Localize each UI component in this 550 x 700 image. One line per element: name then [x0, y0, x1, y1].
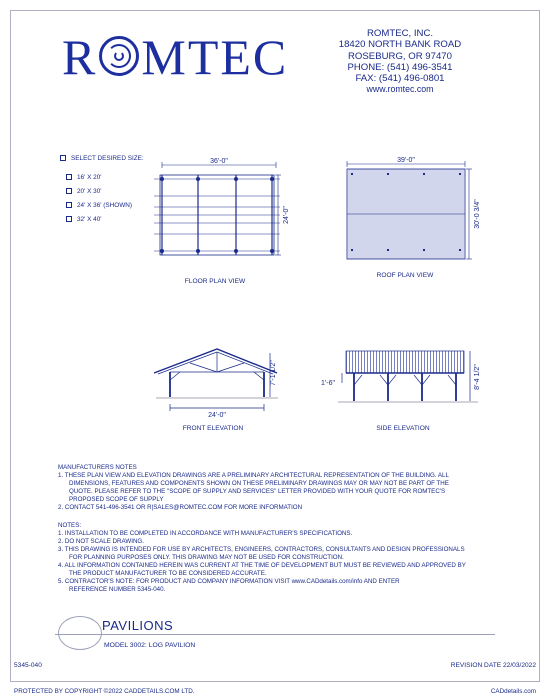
- roof-plan-width-dimension: 39'-0": [397, 157, 415, 164]
- company-address-line1: 18420 NORTH BANK ROAD: [338, 39, 462, 51]
- general-note-line: THE PRODUCT MANUFACTURER TO BE CONSIDERED ACCURATE.: [69, 570, 267, 578]
- manufacturer-notes-heading: MANUFACTURERS NOTES: [58, 464, 137, 471]
- company-address-line2: ROSEBURG, OR 97470: [348, 50, 452, 62]
- general-note-line: 1. INSTALLATION TO BE COMPLETED IN ACCORDANCE WITH MANUFACTURER'S SPECIFICATIONS.: [58, 530, 353, 538]
- floor-plan-drawing: [150, 155, 300, 270]
- drawing-title: PAVILIONS: [102, 618, 174, 633]
- roof-plan-caption: ROOF PLAN VIEW: [376, 272, 434, 279]
- roof-plan-drawing: [338, 155, 488, 270]
- general-note-line: 2. DO NOT SCALE DRAWING.: [58, 538, 144, 546]
- manufacturer-notes: [58, 464, 498, 512]
- size-option-24x36[interactable]: 24' X 36' (SHOWN): [66, 202, 132, 209]
- floor-plan-depth-dimension: 24'-0": [283, 206, 290, 224]
- manufacturer-note-line: PROPOSED SCOPE OF SUPPLY: [69, 496, 164, 504]
- logo-letters-mtec: MTEC: [141, 29, 289, 85]
- general-note-line: REFERENCE NUMBER 5345-040.: [69, 586, 166, 594]
- side-elevation-overhang-dimension: 1'-6": [321, 380, 335, 387]
- general-note-line: 5. CONTRACTOR'S NOTE: FOR PRODUCT AND COMPANY INFORMATION VISIT www.CADdetails.com/info AND ENTER: [58, 578, 400, 586]
- checkbox-icon[interactable]: [66, 188, 72, 194]
- size-option-16x20[interactable]: 16' X 20': [66, 174, 101, 181]
- logo-letter-r: R: [62, 29, 98, 85]
- company-name: ROMTEC, INC.: [366, 28, 434, 39]
- revision-date: REVISION DATE 22/03/2022: [450, 662, 536, 669]
- general-note-line: FOR PLANNING PURPOSES ONLY. THIS DRAWING MAY NOT BE USED FOR CONSTRUCTION.: [69, 554, 344, 562]
- roof-plan-depth-dimension: 30'-0 3/4": [474, 199, 481, 229]
- manufacturer-note-line: 2. CONTACT 541-496-3541 OR R|SALES@ROMTEC.COM FOR MORE INFORMATION: [58, 504, 303, 512]
- general-note-line: 3. THIS DRAWING IS INTENDED FOR USE BY ARCHITECTS, ENGINEERS, CONTRACTORS, CONSULTANTS AND DESIGN PROFESSIONALS: [58, 546, 465, 554]
- side-elevation-caption: SIDE ELEVATION: [376, 425, 430, 432]
- size-selector-title: SELECT DESIRED SIZE:: [60, 155, 144, 162]
- company-contact-block: [320, 28, 480, 96]
- company-website-link[interactable]: www.romtec.com: [366, 84, 434, 95]
- front-elevation-drawing: [150, 345, 280, 420]
- manufacturer-note-line: DIMENSIONS, FEATURES AND COMPONENTS SHOWN ON THESE PRELIMINARY DRAWINGS MAY OR MAY NOT BE PART OF THE: [69, 480, 449, 488]
- checkbox-icon[interactable]: [66, 174, 72, 180]
- general-note-line: 4. ALL INFORMATION CONTAINED HEREIN WAS CURRENT AT THE TIME OF DEVELOPMENT BUT MUST BE REVIEWED AND APPROVED BY: [58, 562, 466, 570]
- side-elevation-drawing: [318, 345, 486, 415]
- caddetails-link[interactable]: CADdetails.com: [490, 688, 536, 695]
- size-selector-checkbox-icon: [60, 155, 66, 161]
- spiral-logo-icon: [99, 36, 139, 76]
- romtec-logo: [62, 29, 289, 85]
- manufacturer-note-line: 1. THESE PLAN VIEW AND ELEVATION DRAWINGS ARE A PRELIMINARY ARCHITECTURAL REPRESENTATION OF THE BUILDING. ALL: [58, 472, 449, 480]
- floor-plan-caption: FLOOR PLAN VIEW: [184, 278, 246, 285]
- floor-plan-width-dimension: 36'-0": [210, 158, 228, 165]
- front-elevation-width-dimension: 24'-0": [208, 412, 226, 419]
- general-notes: [58, 522, 498, 594]
- manufacturer-note-line: QUOTE. PLEASE REFER TO THE "SCOPE OF SUPPLY AND SERVICES" LETTER PROVIDED WITH YOUR QUOTE FOR ROMTEC'S: [69, 488, 446, 496]
- size-option-32x40[interactable]: 32' X 40': [66, 216, 101, 223]
- reference-number: 5345-040: [14, 662, 42, 669]
- model-name: MODEL 3002: LOG PAVILION: [104, 642, 196, 649]
- general-notes-heading: NOTES:: [58, 522, 82, 529]
- checkbox-icon[interactable]: [66, 216, 72, 222]
- company-fax: FAX: (541) 496-0801: [355, 73, 445, 85]
- title-block-divider: [55, 634, 495, 635]
- copyright-notice: PROTECTED BY COPYRIGHT ©2022 CADDETAILS.COM LTD.: [14, 688, 195, 695]
- side-elevation-height-dimension: 8'-4 1/2": [474, 364, 481, 390]
- title-block-circle: [58, 616, 102, 650]
- company-phone: PHONE: (541) 496-3541: [347, 61, 453, 73]
- front-elevation-caption: FRONT ELEVATION: [182, 425, 244, 432]
- checkbox-icon[interactable]: [66, 202, 72, 208]
- front-elevation-height-dimension: 7'-1 1/2": [270, 360, 277, 386]
- size-option-20x30[interactable]: 20' X 30': [66, 188, 101, 195]
